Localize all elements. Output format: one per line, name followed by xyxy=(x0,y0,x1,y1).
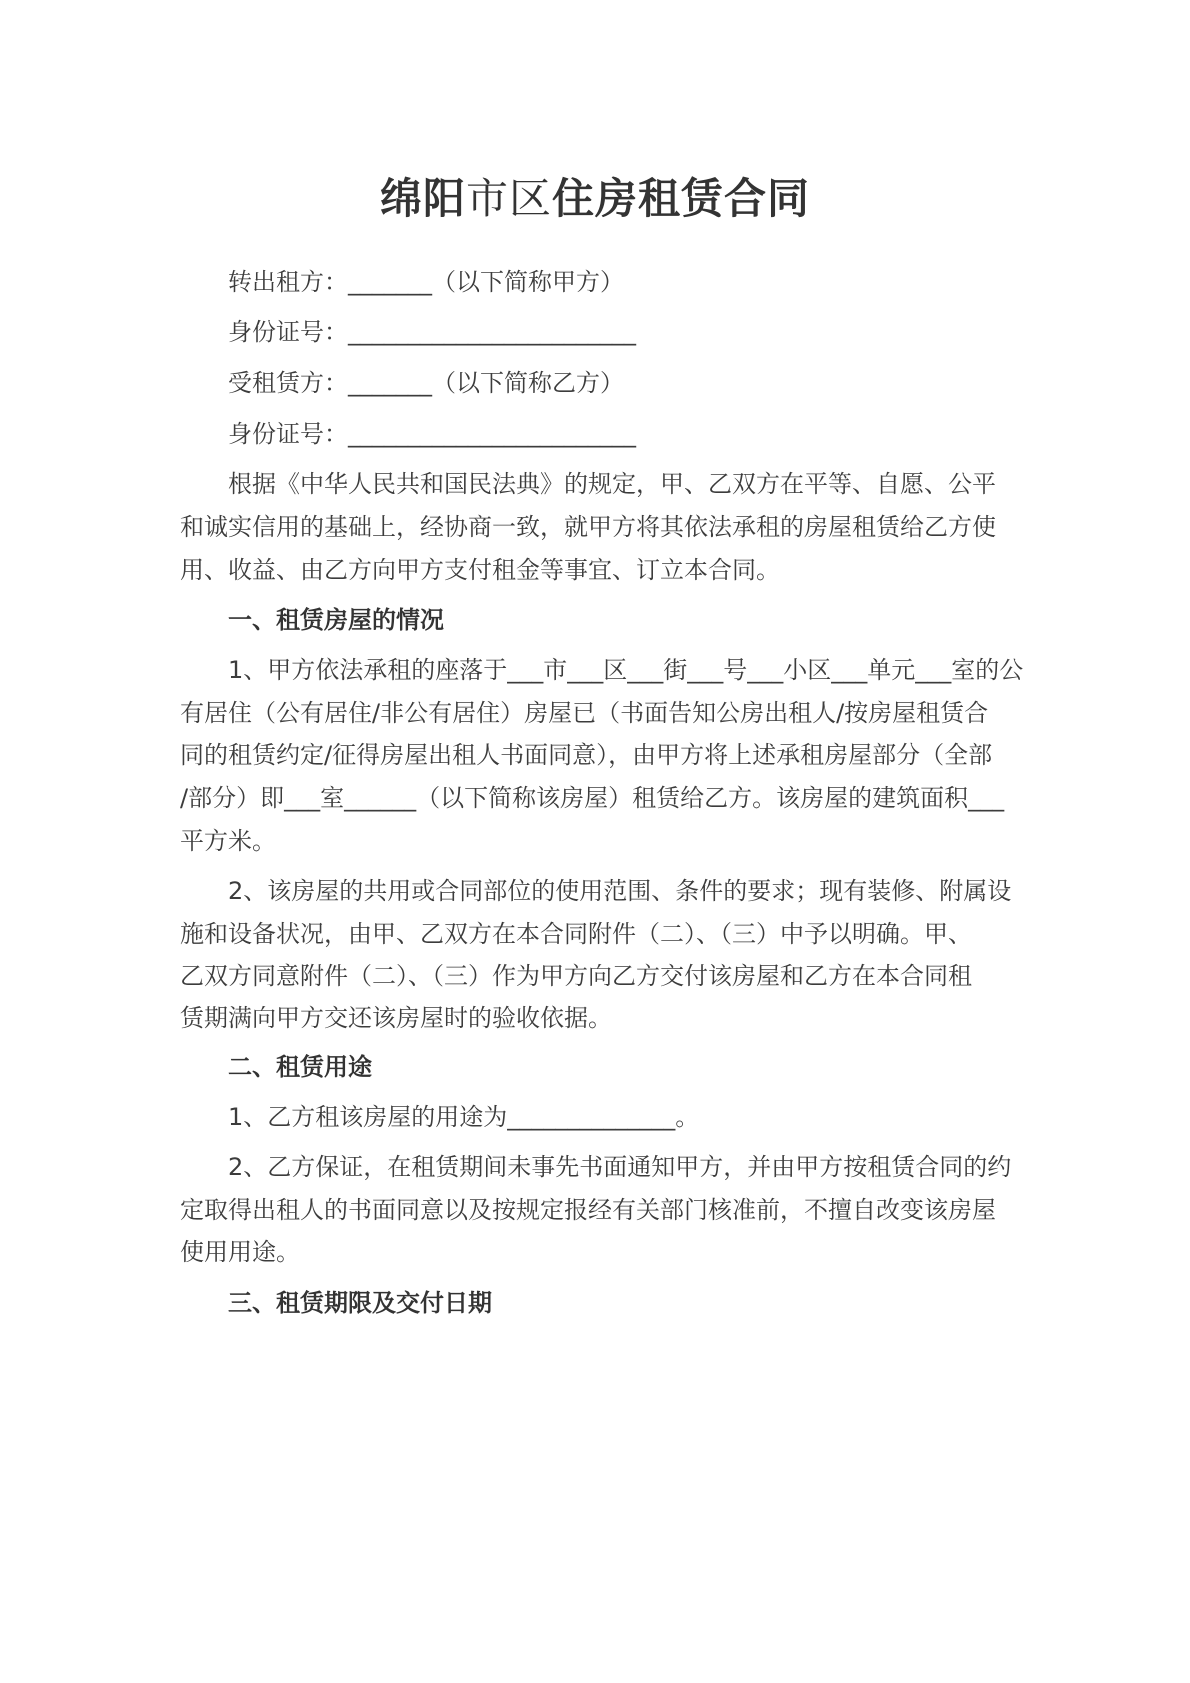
title-contract-name: 住房租赁合同 xyxy=(552,174,811,223)
field-lessee: 受租赁方：_______（以下简称乙方） xyxy=(228,369,624,397)
clause-text: 有居住（公有居住/非公有居住）房屋已（书面告知公房出租人/按房屋租赁合 xyxy=(180,699,989,727)
clause-text: 1、甲方依法承租的座落于___市___区___街___号___小区___单元___室的公 xyxy=(228,656,1024,684)
section-heading-2: 二、租赁用途 xyxy=(228,1053,372,1081)
title-city: 绵阳 xyxy=(379,174,466,223)
clause-text: 同的租赁约定/征得房屋出租人书面同意），由甲方将上述承租房屋部分（全部 xyxy=(180,741,993,769)
field-lessor: 转出租方：_______（以下简称甲方） xyxy=(228,268,624,296)
clause-text: 平方米。 xyxy=(180,827,276,855)
section-heading-3: 三、租赁期限及交付日期 xyxy=(228,1289,492,1317)
title-district: 市区 xyxy=(465,174,552,223)
clause-text: 使用用途。 xyxy=(180,1238,300,1266)
preamble-line: 根据《中华人民共和国民法典》的规定，甲、乙双方在平等、自愿、公平 xyxy=(228,470,996,498)
document-title xyxy=(0,166,1190,226)
clause-text: 乙双方同意附件（二）、（三）作为甲方向乙方交付该房屋和乙方在本合同租 xyxy=(180,962,972,990)
preamble-line: 用、收益、由乙方向甲方支付租金等事宜、订立本合同。 xyxy=(180,556,780,584)
clause-text: 赁期满向甲方交还该房屋时的验收依据。 xyxy=(180,1004,612,1032)
clause-text: 定取得出租人的书面同意以及按规定报经有关部门核准前，不擅自改变该房屋 xyxy=(180,1196,996,1224)
field-lessor-id: 身份证号：________________________ xyxy=(228,318,636,346)
preamble-line: 和诚实信用的基础上，经协商一致，就甲方将其依法承租的房屋租赁给乙方使 xyxy=(180,513,996,541)
clause-text: 1、乙方租该房屋的用途为______________。 xyxy=(228,1103,700,1131)
clause-text: 施和设备状况，由甲、乙双方在本合同附件（二）、（三）中予以明确。甲、 xyxy=(180,920,972,948)
clause-text: 2、乙方保证，在租赁期间未事先书面通知甲方，并由甲方按租赁合同的约 xyxy=(228,1153,1012,1181)
clause-text: /部分）即___室______（以下简称该房屋）租赁给乙方。该房屋的建筑面积___ xyxy=(180,784,1005,812)
field-lessee-id: 身份证号：________________________ xyxy=(228,420,636,448)
clause-text: 2、该房屋的共用或合同部位的使用范围、条件的要求；现有装修、附属设 xyxy=(228,877,1012,905)
section-heading-1: 一、租赁房屋的情况 xyxy=(228,606,444,634)
